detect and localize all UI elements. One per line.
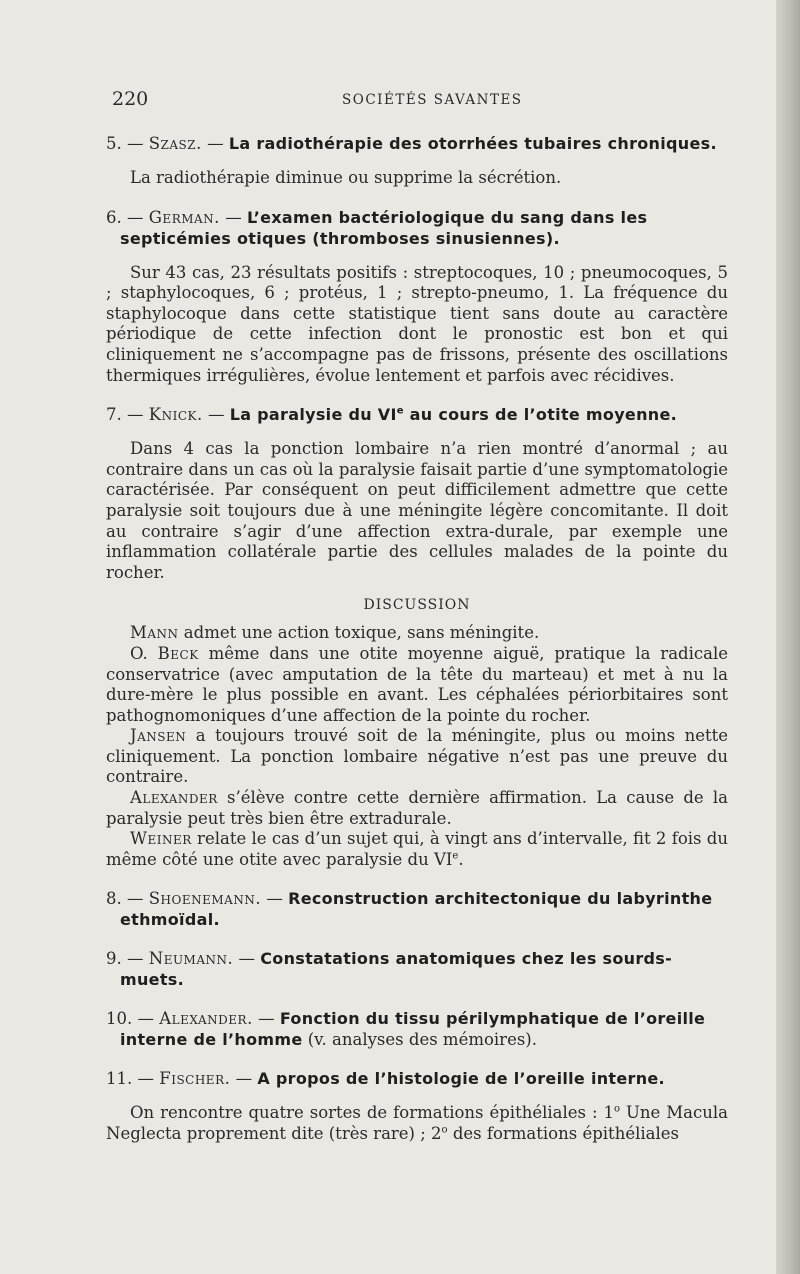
entry-9-heading	[106, 948, 728, 990]
entry-separator: —	[225, 207, 242, 227]
entry-author: Fischer.	[159, 1069, 231, 1089]
page-content	[106, 133, 728, 1145]
entry-separator: —	[235, 1069, 253, 1089]
page-header	[112, 88, 728, 112]
entry-11-heading	[106, 1068, 728, 1089]
entry-separator: —	[238, 949, 256, 969]
entry-11-paragraph: On rencontre quatre sortes de formations épithéliales : 1$^o$ Une Macula Neglecta proprement dite (très rare) ; 2$^o$ des formations épithéliales	[106, 1103, 728, 1144]
entry-title: La paralysie du VIe au cours de l’otite moyenne.	[229, 405, 677, 425]
entry-author: German.	[148, 207, 220, 227]
entry-number: 5. —	[106, 134, 144, 153]
discussion-paragraph-3: Jansen a toujours trouvé soit de la méningite, plus ou moins nette cliniquement. La ponction lombaire négative n’est pas une preuve du contraire.	[106, 726, 728, 787]
entry-author: Szasz.	[148, 134, 202, 153]
entry-number: 11. —	[106, 1069, 154, 1089]
discussion-paragraph-4: Alexander s’élève contre cette dernière affirmation. La cause de la paralysie peut très bien être extradurale.	[106, 788, 728, 828]
page-edge-shadow	[776, 0, 800, 1274]
entry-note: (v. analyses des mémoires).	[302, 1030, 537, 1050]
entry-5-paragraph: La radiothérapie diminue ou supprime la sécrétion.	[130, 168, 562, 187]
entry-10-heading	[106, 1008, 728, 1050]
entry-6-heading	[106, 207, 728, 249]
entry-number: 6. —	[106, 207, 144, 227]
entry-title: Reconstruction architectonique du labyrinthe ethmoïdal.	[120, 889, 713, 930]
entry-title: Fonction du tissu périlymphatique de l’oreille interne de l’homme	[120, 1009, 706, 1050]
entry-title: L’examen bactériologique du sang dans les septicémies otiques (thromboses sinusiennes).	[120, 207, 648, 248]
entry-author: Knick.	[148, 405, 203, 425]
entry-separator: —	[266, 889, 283, 909]
entry-number: 9. —	[106, 949, 144, 969]
entry-number: 10. —	[106, 1009, 154, 1029]
discussion-paragraph-1: Mann admet une action toxique, sans méningite.	[130, 623, 540, 643]
entry-separator: —	[207, 405, 225, 425]
entry-7-heading	[106, 404, 728, 425]
entry-separator: —	[258, 1009, 275, 1029]
entry-8-heading	[106, 888, 728, 930]
entry-7-paragraph: Dans 4 cas la ponction lombaire n’a rien montré d’anormal ; au contraire dans un cas où la paralysie faisait partie d’une symptomatologie caractérisée. Par conséquent on peut difficilement admettre que cette paralysie soit toujours due à une méningite légère concomitante. Il doit au contraire s’agir d’une affection extra-durale, par exemple une inflammation collatérale partie des cellules malades de la pointe du rocher.	[106, 439, 728, 582]
entry-author: Neumann.	[148, 949, 234, 969]
entry-separator: —	[207, 134, 224, 153]
running-title: SOCIÉTÉS SAVANTES	[342, 92, 523, 108]
entry-title: La radiothérapie des otorrhées tubaires chroniques.	[228, 134, 717, 153]
entry-5-heading	[106, 133, 728, 154]
entry-author: Alexander.	[159, 1009, 253, 1029]
discussion-paragraph-2: O. Beck même dans une otite moyenne aiguë, pratique la radicale conservatrice (avec amputation de la tête du marteau) et met à nu la dure-mère le plus possible en avant. Les céphalées périorbitaires sont pathognomoniques d’une affection de la pointe du rocher.	[106, 643, 728, 725]
discussion-heading: DISCUSSION	[363, 597, 471, 614]
entry-number: 8. —	[106, 889, 144, 909]
entry-author: Shoenemann.	[148, 889, 262, 909]
page-number: 220	[112, 88, 149, 110]
entry-title: A propos de l’histologie de l’oreille interne.	[257, 1069, 665, 1089]
entry-6-paragraph: Sur 43 cas, 23 résultats positifs : streptocoques, 10 ; pneumocoques, 5 ; staphylocoques, 6 ; protéus, 1 ; strepto-pneumo, 1. La fréquence du staphylocoque dans cette statistique tient sans doute au caractère périodique de cette infection dont le pronostic est bon et qui cliniquement ne s’accompagne pas de frissons, présente des oscillations thermiques irrégulières, évolue lentement et parfois avec récidives.	[106, 262, 728, 385]
discussion-paragraph-5: Weiner relate le cas d’un sujet qui, à vingt ans d’intervalle, fit 2 fois du même côté une otite avec paralysie du VIe.	[106, 829, 728, 869]
entry-title: Constatations anatomiques chez les sourds-muets.	[120, 949, 673, 990]
entry-number: 7. —	[106, 405, 144, 425]
